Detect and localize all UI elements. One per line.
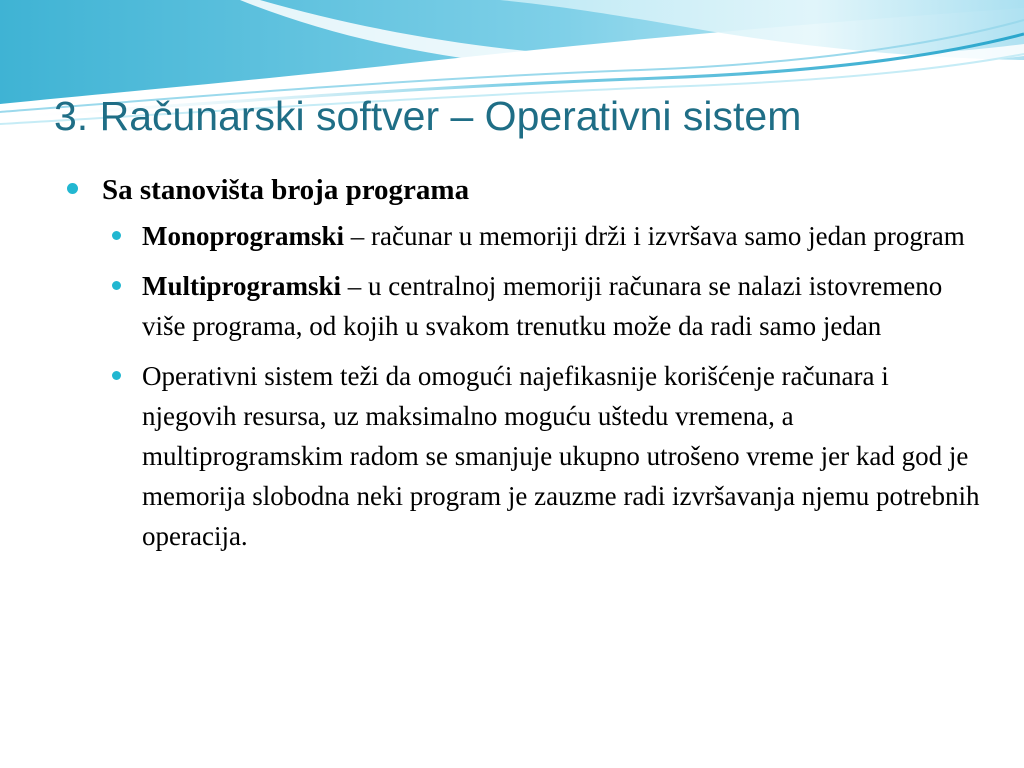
item-text: Operativni sistem teži da omogući najefikasnije korišćenje računara i njegovih resursa, uz maksimalno moguću uštedu vremena, a multiprogramskim radom se smanjuje ukupno utrošeno vreme jer kad god je memorija slobodna neki program je zauzme radi izvršavanja njemu potrebnih operacija. xyxy=(142,361,980,551)
sub-bullet-item-monoprogramski xyxy=(102,216,980,256)
slide-body xyxy=(60,168,980,566)
main-bullet-list xyxy=(60,168,980,556)
item-term: Multiprogramski xyxy=(142,271,342,301)
item-term: Monoprogramski xyxy=(142,221,345,251)
item-text: – u centralnoj memoriji računara se nalazi istovremeno više programa, od kojih u svakom trenutku može da radi samo jedan xyxy=(142,271,943,341)
slide-title: 3. Računarski softver – Operativni sistem xyxy=(54,93,802,139)
bullet-dot-icon xyxy=(112,231,121,240)
bullet-dot-icon xyxy=(67,183,78,194)
main-bullet-item xyxy=(60,168,980,556)
sub-bullet-item-multiprogramski xyxy=(102,266,980,346)
sub-bullet-list xyxy=(102,216,980,556)
bullet-dot-icon xyxy=(112,371,121,380)
bullet-dot-icon xyxy=(112,281,121,290)
section-heading: Sa stanovišta broja programa xyxy=(102,174,470,206)
item-text: – računar u memoriji drži i izvršava samo jedan program xyxy=(344,221,965,251)
sub-bullet-item-operativni-sistem xyxy=(102,356,980,556)
